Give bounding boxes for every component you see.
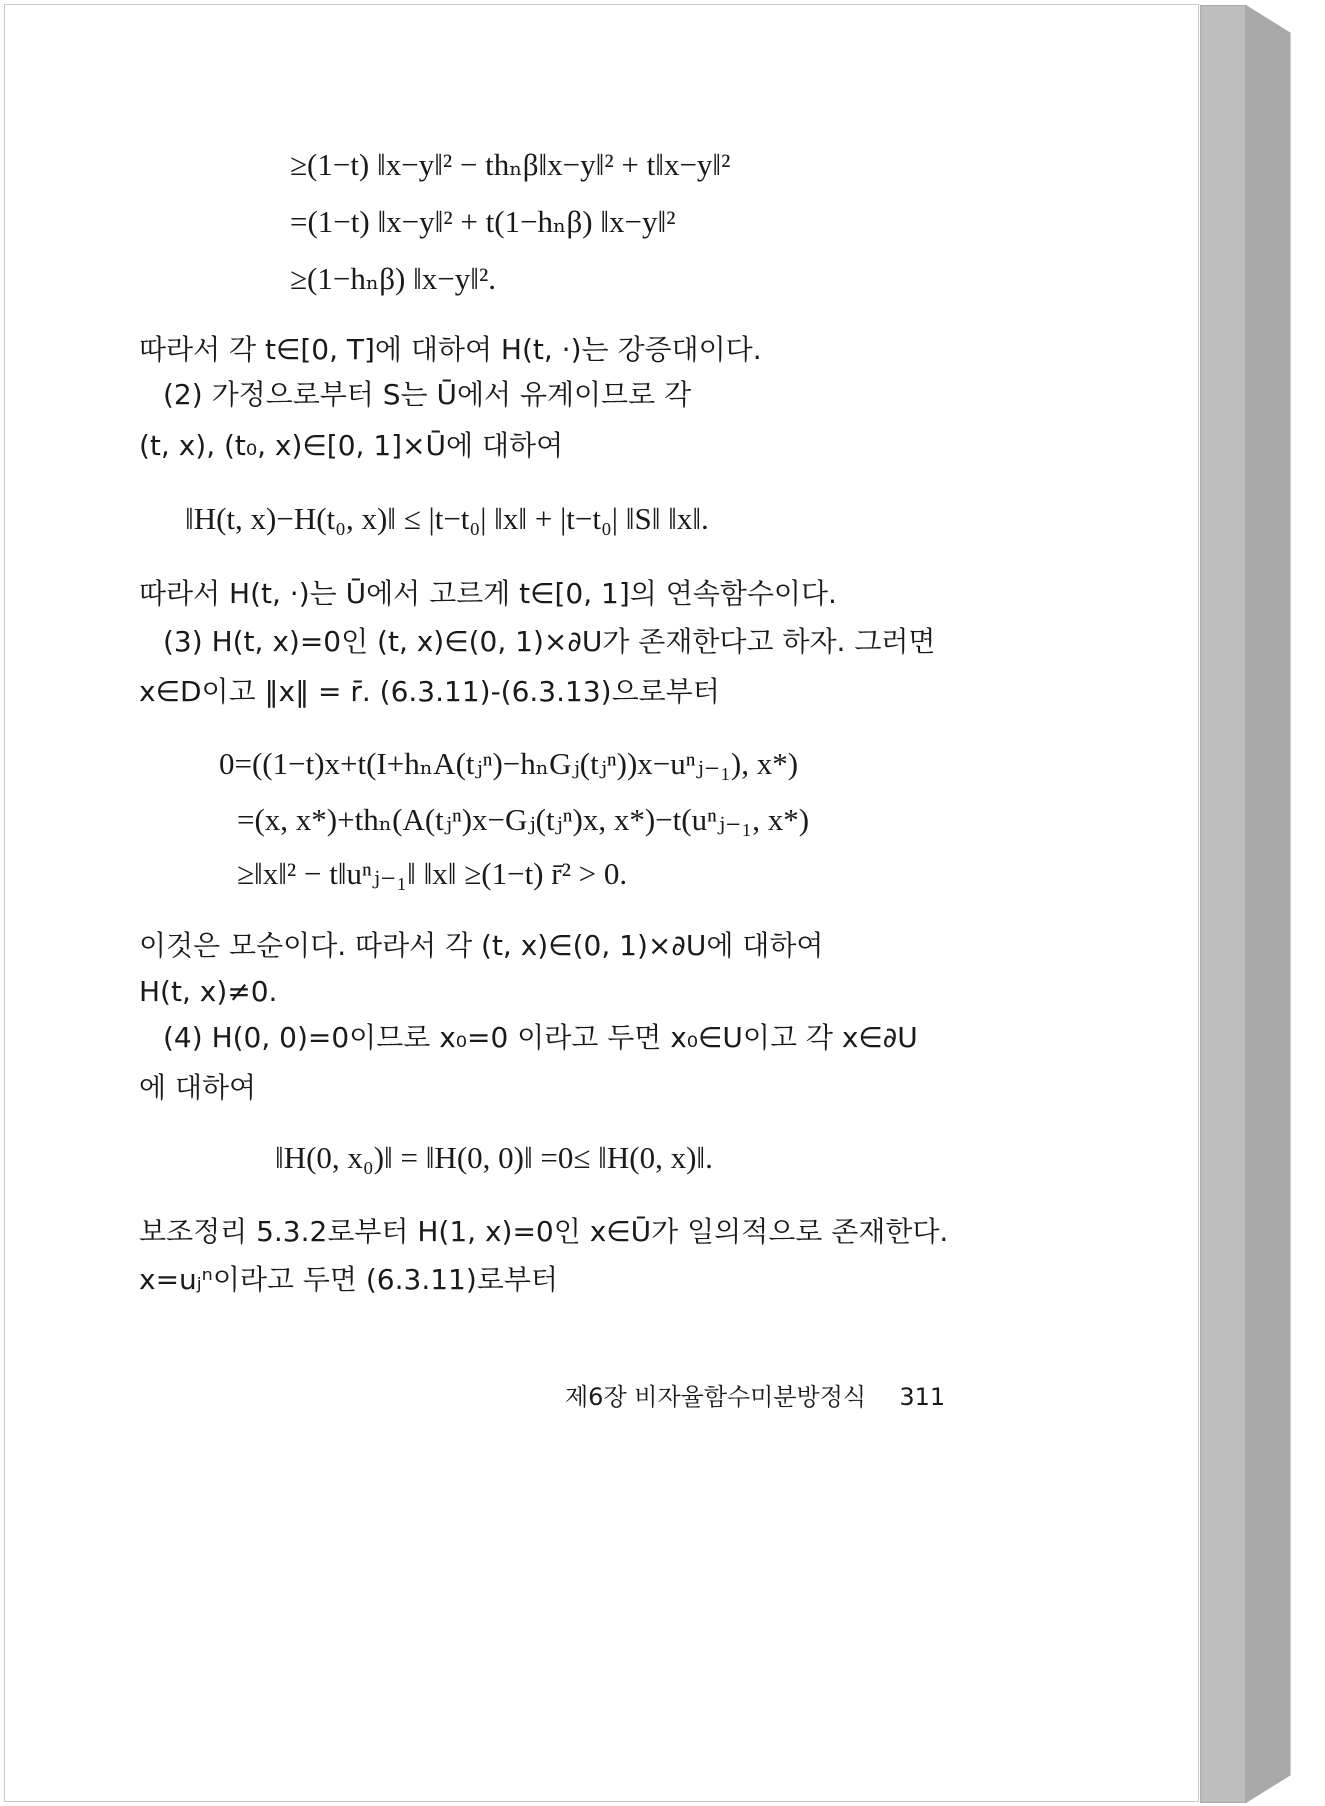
equation-line-1c: ≥(1−hₙβ) ‖x−y‖². bbox=[290, 261, 497, 296]
equation-line-3a: 0=((1−t)x+t(I+hₙA(tⱼⁿ)−hₙGⱼ(tⱼⁿ))x−uⁿⱼ₋₁), x*) bbox=[219, 746, 799, 781]
equation-norm-bound: ‖H(t, x)−H(t₀, x)‖ ≤ |t−t₀| ‖x‖ + |t−t₀| ‖S‖ ‖x‖. bbox=[185, 501, 709, 536]
equation-line-3c: ≥‖x‖² − t‖uⁿⱼ₋₁‖ ‖x‖ ≥(1−t) r̄² > 0. bbox=[237, 856, 628, 891]
paragraph-item-4-line-1: (4) H(0, 0)=0이므로 x₀=0 이라고 두면 x₀∈U이고 각 x∈∂U bbox=[163, 1021, 918, 1054]
paragraph-item-4-line-2: 에 대하여 bbox=[139, 1071, 257, 1104]
book-page bbox=[4, 4, 1199, 1802]
paragraph-item-3-line-1: (3) H(t, x)=0인 (t, x)∈(0, 1)×∂U가 존재한다고 하자. 그러면 bbox=[163, 625, 936, 658]
running-footer bbox=[565, 1377, 945, 1412]
equation-h-zero: ‖H(0, x₀)‖ = ‖H(0, 0)‖ =0≤ ‖H(0, x)‖. bbox=[275, 1140, 713, 1175]
page-number: 311 bbox=[899, 1383, 946, 1411]
paragraph-item-3-line-2: x∈D이고 ‖x‖ = r̄. (6.3.11)-(6.3.13)으로부터 bbox=[139, 675, 720, 708]
page-edge-shadow bbox=[1200, 5, 1325, 1803]
equation-line-3b: =(x, x*)+thₙ(A(tⱼⁿ)x−Gⱼ(tⱼⁿ)x, x*)−t(uⁿⱼ₋₁, x*) bbox=[237, 802, 810, 837]
paragraph-lemma-line-1: 보조정리 5.3.2로부터 H(1, x)=0인 x∈Ū가 일의적으로 존재한다. bbox=[139, 1215, 949, 1248]
paragraph-strongly-increasing: 따라서 각 t∈[0, T]에 대하여 H(t, ·)는 강증대이다. bbox=[139, 333, 762, 366]
paragraph-contradiction-line-2: H(t, x)≠0. bbox=[139, 975, 278, 1008]
paragraph-item-2-line-2: (t, x), (t₀, x)∈[0, 1]×Ū에 대하여 bbox=[139, 429, 564, 462]
paragraph-item-2-line-1: (2) 가정으로부터 S는 Ū에서 유계이므로 각 bbox=[163, 378, 692, 411]
chapter-title: 제6장 비자율함수미분방정식 bbox=[565, 1383, 867, 1411]
paragraph-contradiction-line-1: 이것은 모순이다. 따라서 각 (t, x)∈(0, 1)×∂U에 대하여 bbox=[139, 929, 824, 962]
paragraph-continuity: 따라서 H(t, ·)는 Ū에서 고르게 t∈[0, 1]의 연속함수이다. bbox=[139, 577, 837, 610]
paragraph-lemma-line-2: x=uⱼⁿ이라고 두면 (6.3.11)로부터 bbox=[139, 1263, 558, 1296]
equation-line-1a: ≥(1−t) ‖x−y‖² − thₙβ‖x−y‖² + t‖x−y‖² bbox=[290, 147, 731, 182]
equation-line-1b: =(1−t) ‖x−y‖² + t(1−hₙβ) ‖x−y‖² bbox=[290, 204, 676, 239]
